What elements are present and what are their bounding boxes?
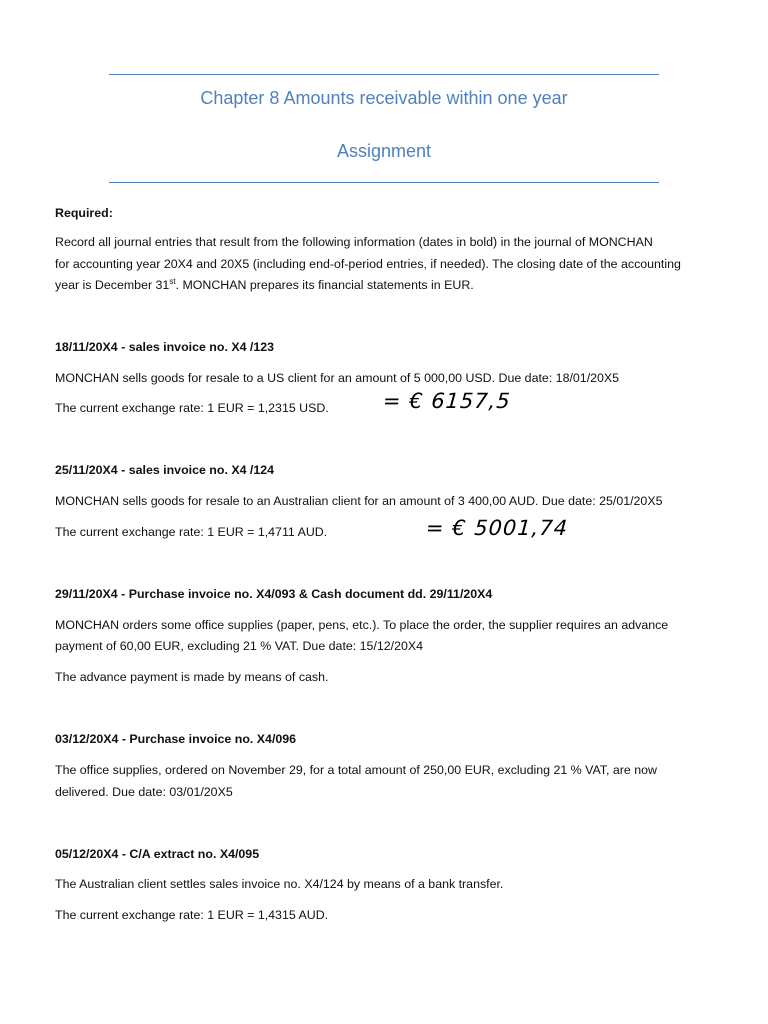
section-heading: 03/12/20X4 - Purchase invoice no. X4/096 (55, 732, 297, 746)
section-heading: 25/11/20X4 - sales invoice no. X4 /124 (55, 463, 275, 477)
section-text: The office supplies, ordered on November 29, for a total amount of 250,00 EUR, excluding 21 % VAT, are now (55, 763, 657, 777)
section-text: MONCHAN sells goods for resale to a US client for an amount of 5 000,00 USD. Due date: 18/01/20X5 (55, 371, 620, 385)
section-text: The advance payment is made by means of cash. (55, 670, 329, 684)
assignment-subtitle: Assignment (336, 141, 432, 161)
chapter-title: Chapter 8 Amounts receivable within one year (200, 88, 568, 108)
required-body-line-3: year is December 31st. MONCHAN prepares its financial statements in EUR. (55, 276, 474, 292)
required-label: Required: (55, 206, 113, 220)
handwritten-note: = € 6157,5 (382, 389, 512, 413)
section-heading: 18/11/20X4 - sales invoice no. X4 /123 (55, 340, 275, 354)
section-text: The current exchange rate: 1 EUR = 1,4315 AUD. (55, 908, 329, 922)
section-text: MONCHAN sells goods for resale to an Australian client for an amount of 3 400,00 AUD. Due date: 25/01/20X5 (55, 494, 663, 508)
section-text: payment of 60,00 EUR, excluding 21 % VAT. Due date: 15/12/20X4 (55, 639, 424, 653)
section-text: MONCHAN orders some office supplies (paper, pens, etc.). To place the order, the supplier requires an advance (55, 618, 669, 632)
section-heading: 05/12/20X4 - C/A extract no. X4/095 (55, 847, 260, 861)
section-text: The current exchange rate: 1 EUR = 1,4711 AUD. (55, 525, 328, 539)
header-rule-bottom (109, 182, 659, 183)
required-body-line-1: Record all journal entries that result from the following information (dates in bold) in the journal of MONCHAN (55, 235, 653, 249)
handwritten-note: = € 5001,74 (425, 516, 569, 540)
section-text: The Australian client settles sales invoice no. X4/124 by means of a bank transfer. (55, 877, 504, 891)
header-rule-top (109, 74, 659, 75)
section-heading: 29/11/20X4 - Purchase invoice no. X4/093 & Cash document dd. 29/11/20X4 (55, 587, 493, 601)
section-text: The current exchange rate: 1 EUR = 1,2315 USD. (55, 401, 329, 415)
section-text: delivered. Due date: 03/01/20X5 (55, 785, 233, 799)
required-body-line-2: for accounting year 20X4 and 20X5 (including end-of-period entries, if needed). The closing date of the accounting (55, 257, 681, 271)
